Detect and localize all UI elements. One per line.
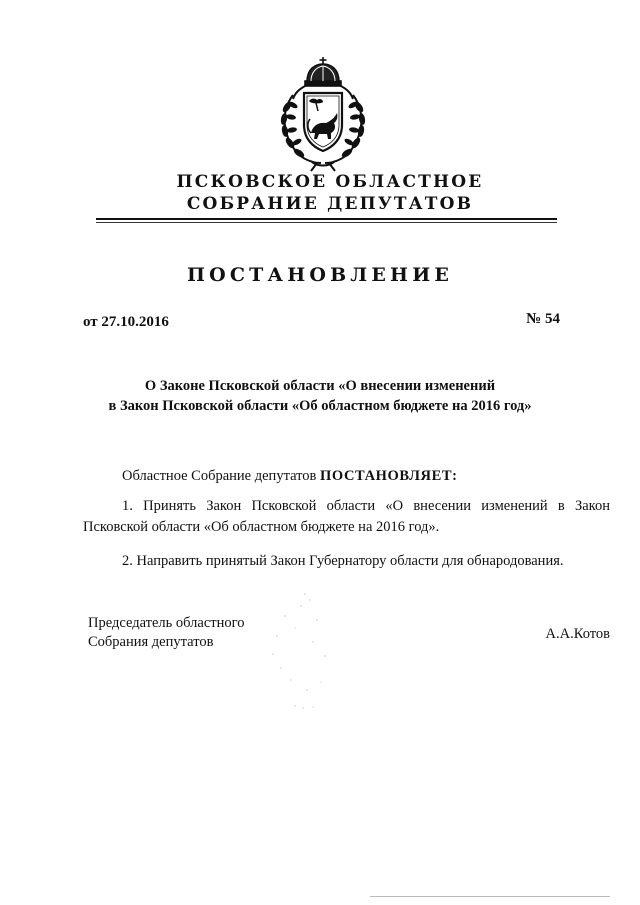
header-divider	[96, 218, 557, 220]
coat-of-arms-icon	[271, 55, 375, 173]
resolution-item-1-line2: Псковской области «Об областном бюджете на 2016 год».	[83, 519, 440, 535]
preamble	[122, 466, 458, 487]
resolution-item-1-line1: 1. Принять Закон Псковской области «О внесении изменений в Закон	[122, 498, 610, 514]
document-number: № 54	[526, 311, 560, 327]
resolution-item-2: 2. Направить принятый Закон Губернатору области для обнародования.	[122, 553, 564, 569]
subject-line1: О Законе Псковской области «О внесении изменений	[144, 378, 496, 394]
faint-stamp-icon	[255, 586, 335, 716]
signatory-name: А.А.Котов	[545, 626, 610, 642]
signatory-title-line2: Собрания депутатов	[88, 634, 214, 650]
document-type: ПОСТАНОВЛЕНИЕ	[186, 264, 454, 286]
document-date: от 27.10.2016	[83, 314, 169, 330]
organization-title-line1: ПСКОВСКОЕ ОБЛАСТНОЕ	[176, 172, 484, 192]
subject-line2: в Закон Псковской области «Об областном бюджете на 2016 год»	[108, 398, 532, 414]
preamble-lead: Областное Собрание депутатов	[122, 468, 317, 484]
signatory-title-line1: Председатель областного	[88, 615, 245, 631]
preamble-action: ПОСТАНОВЛЯЕТ:	[320, 468, 458, 484]
header-divider-thin	[96, 222, 557, 223]
page-edge-line	[370, 896, 610, 897]
organization-title-line2: СОБРАНИЕ ДЕПУТАТОВ	[186, 194, 474, 214]
